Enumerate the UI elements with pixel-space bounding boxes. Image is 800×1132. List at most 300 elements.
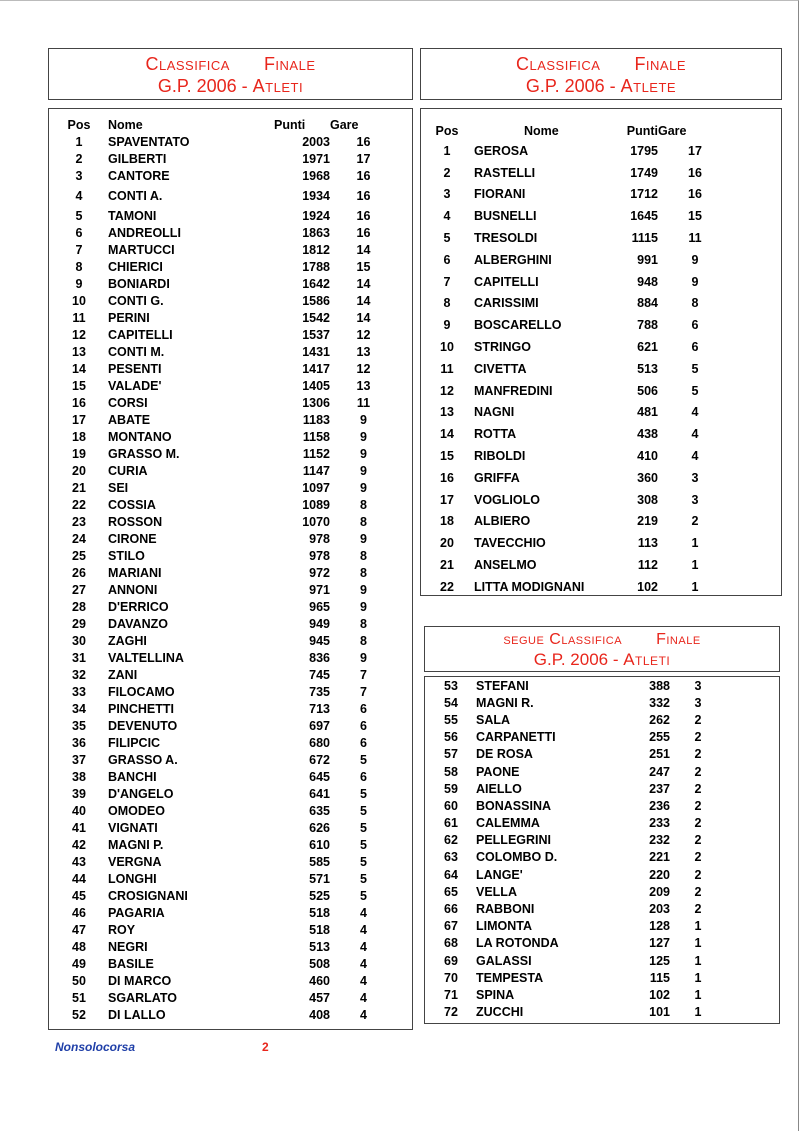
row-pos: 24 (72, 531, 86, 546)
table-row (62, 683, 397, 700)
row-pos: 9 (443, 318, 451, 333)
row-pos: 46 (72, 905, 86, 920)
row-nome: MONTANO (108, 429, 172, 444)
row-pos: 15 (440, 449, 454, 464)
row-pos: 22 (440, 579, 454, 594)
row-punti: 1924 (302, 208, 330, 223)
row-gare: 9 (360, 480, 367, 495)
row-gare: 5 (691, 361, 699, 376)
row-punti: 1642 (302, 276, 330, 291)
row-gare: 13 (356, 344, 371, 359)
row-pos: 44 (72, 871, 86, 886)
row-gare: 4 (360, 956, 367, 971)
table-row (436, 694, 726, 711)
row-nome: BOSCARELLO (474, 318, 562, 333)
men-title-line1: Classifica Finale (145, 54, 316, 74)
row-nome: CARISSIMI (474, 296, 539, 311)
row-pos: 20 (440, 536, 454, 551)
row-punti: 1542 (302, 310, 330, 325)
row-gare: 9 (360, 429, 367, 444)
row-gare: 8 (360, 633, 367, 648)
row-nome: ZANI (108, 667, 138, 682)
row-nome: TAMONI (108, 208, 157, 223)
row-nome: RABBONI (476, 902, 535, 917)
table-row (62, 632, 397, 649)
table-row (62, 530, 397, 547)
row-nome: SPINA (476, 987, 515, 1002)
row-gare: 11 (356, 395, 371, 410)
row-punti: 735 (309, 684, 330, 699)
row-gare: 9 (360, 531, 367, 546)
row-gare: 4 (360, 1007, 367, 1022)
row-punti: 1431 (302, 344, 330, 359)
row-gare: 16 (356, 188, 371, 203)
row-punti: 621 (637, 340, 658, 355)
row-nome: FILIPCIC (108, 735, 161, 750)
table-row (62, 836, 397, 853)
table-row (432, 140, 732, 162)
table-row (62, 734, 397, 751)
table-row (62, 955, 397, 972)
row-punti: 1405 (302, 378, 330, 393)
women-title-line1: Classifica Finale (515, 54, 687, 74)
row-punti: 972 (309, 565, 330, 580)
row-nome: BUSNELLI (474, 209, 537, 224)
row-pos: 57 (444, 747, 458, 762)
row-pos: 71 (444, 987, 458, 1002)
table-row (62, 581, 397, 598)
row-nome: CARPANETTI (476, 730, 556, 745)
row-punti: 518 (309, 922, 330, 937)
row-nome: RIBOLDI (474, 449, 526, 464)
row-pos: 48 (72, 939, 86, 954)
row-punti: 571 (309, 871, 330, 886)
row-punti: 1712 (630, 187, 658, 202)
row-pos: 11 (440, 361, 454, 376)
table-row (62, 598, 397, 615)
row-punti: 233 (649, 816, 670, 831)
row-punti: 672 (309, 752, 330, 767)
row-punti: 680 (309, 735, 330, 750)
row-nome: VOGLIOLO (474, 492, 540, 507)
row-pos: 31 (72, 650, 86, 665)
footer-brand: Nonsolocorsa (55, 1040, 136, 1054)
table-row (62, 133, 397, 150)
row-punti: 308 (637, 492, 658, 507)
row-punti: 513 (637, 361, 658, 376)
row-pos: 19 (72, 446, 86, 461)
row-gare: 2 (694, 902, 702, 917)
row-nome: CONTI A. (108, 188, 163, 203)
table-row (436, 815, 726, 832)
row-gare: 14 (356, 242, 371, 257)
table-row (62, 241, 397, 258)
row-gare: 4 (360, 990, 367, 1005)
row-nome: MANFREDINI (474, 383, 553, 398)
row-punti: 1645 (630, 209, 658, 224)
row-pos: 53 (444, 678, 458, 693)
row-punti: 518 (309, 905, 330, 920)
row-punti: 1934 (302, 188, 330, 203)
table-row (62, 1006, 397, 1023)
table-row (62, 564, 397, 581)
row-nome: ZAGHI (108, 633, 147, 648)
row-nome: STEFANI (476, 678, 529, 693)
row-nome: COSSIA (108, 497, 156, 512)
row-punti: 481 (637, 405, 658, 420)
row-nome: D'ANGELO (108, 786, 174, 801)
row-pos: 6 (75, 225, 83, 240)
row-punti: 457 (309, 990, 330, 1005)
row-pos: 26 (72, 565, 86, 580)
row-nome: D'ERRICO (108, 599, 169, 614)
table-row (62, 989, 397, 1006)
row-nome: ANSELMO (474, 558, 537, 573)
row-punti: 1097 (302, 480, 330, 495)
row-nome: CONTI G. (108, 293, 164, 308)
row-nome: TEMPESTA (476, 970, 544, 985)
row-punti: 991 (637, 252, 658, 267)
header-nome: Nome (524, 124, 559, 138)
row-pos: 12 (72, 327, 86, 342)
row-punti: 113 (637, 536, 658, 551)
table-row (62, 496, 397, 513)
table-row (436, 677, 726, 694)
row-nome: ANDREOLLI (108, 225, 181, 240)
table-row (62, 700, 397, 717)
row-nome: PINCHETTI (108, 701, 174, 716)
row-gare: 12 (356, 327, 371, 342)
row-nome: NEGRI (108, 939, 148, 954)
row-pos: 66 (444, 902, 458, 917)
row-pos: 1 (443, 143, 451, 158)
header-punti: Punti (274, 117, 306, 132)
row-pos: 45 (72, 888, 86, 903)
row-nome: VERGNA (108, 854, 162, 869)
header-nome: Nome (108, 117, 143, 132)
row-gare: 2 (694, 798, 702, 813)
row-gare: 17 (688, 143, 702, 158)
row-punti: 641 (309, 786, 330, 801)
table-row (62, 615, 397, 632)
table-row (436, 849, 726, 866)
table-row (62, 224, 397, 241)
table-row (62, 904, 397, 921)
row-pos: 5 (75, 208, 83, 223)
table-row (62, 258, 397, 275)
cont-title-line1: segue Classifica Finale (503, 631, 701, 648)
row-nome: SPAVENTATO (108, 134, 190, 149)
row-pos: 37 (72, 752, 86, 767)
row-nome: SGARLATO (108, 990, 177, 1005)
row-punti: 1417 (302, 361, 330, 376)
row-pos: 17 (440, 492, 454, 507)
row-nome: GALASSI (476, 953, 532, 968)
row-punti: 332 (649, 695, 670, 710)
women-title-line2: G.P. 2006 - Atlete (525, 76, 677, 96)
table-row (436, 952, 726, 969)
header-pos: Pos (435, 124, 459, 138)
row-punti: 102 (649, 987, 670, 1002)
row-pos: 27 (72, 582, 86, 597)
row-punti: 1089 (302, 497, 330, 512)
row-punti: 1152 (302, 446, 330, 461)
table-row (432, 380, 732, 402)
row-nome: CONTI M. (108, 344, 165, 359)
row-pos: 8 (75, 259, 83, 274)
row-punti: 101 (649, 1005, 670, 1020)
table-row (432, 532, 732, 554)
row-gare: 17 (356, 151, 371, 166)
row-pos: 9 (75, 276, 83, 291)
row-gare: 8 (360, 548, 367, 563)
row-gare: 6 (691, 318, 699, 333)
row-pos: 30 (72, 633, 86, 648)
row-gare: 1 (694, 953, 702, 968)
row-punti: 1070 (302, 514, 330, 529)
row-nome: SALA (476, 712, 511, 727)
table-row (436, 935, 726, 952)
row-nome: MAGNI P. (108, 837, 164, 852)
row-gare: 1 (694, 1005, 702, 1020)
row-pos: 4 (75, 188, 83, 203)
row-pos: 28 (72, 599, 86, 614)
men-continued-table (436, 677, 726, 1021)
table-row (432, 489, 732, 511)
row-nome: ROY (108, 922, 136, 937)
table-row (62, 292, 397, 309)
table-row (432, 336, 732, 358)
table-row (436, 866, 726, 883)
row-nome: FILOCAMO (108, 684, 175, 699)
row-pos: 47 (72, 922, 86, 937)
row-pos: 64 (444, 867, 458, 882)
row-nome: VALADE' (108, 378, 162, 393)
table-row (62, 360, 397, 377)
row-punti: 236 (649, 798, 670, 813)
row-pos: 21 (72, 480, 86, 495)
row-gare: 14 (356, 276, 371, 291)
table-row (432, 184, 732, 206)
row-gare: 5 (360, 803, 367, 818)
table-row (436, 969, 726, 986)
table-row (62, 870, 397, 887)
row-pos: 65 (444, 884, 458, 899)
row-gare: 6 (360, 701, 367, 716)
row-pos: 13 (72, 344, 86, 359)
row-pos: 21 (440, 558, 454, 573)
table-row (436, 746, 726, 763)
table-row (62, 377, 397, 394)
row-pos: 1 (75, 134, 83, 149)
row-nome: RASTELLI (474, 165, 536, 180)
table-row (62, 343, 397, 360)
row-punti: 127 (649, 936, 670, 951)
row-gare: 15 (356, 259, 371, 274)
row-punti: 1863 (302, 225, 330, 240)
row-gare: 2 (694, 850, 702, 865)
row-punti: 1586 (302, 293, 330, 308)
row-gare: 4 (360, 922, 367, 937)
row-nome: NAGNI (474, 405, 515, 420)
row-punti: 1812 (302, 242, 330, 257)
row-pos: 14 (440, 427, 454, 442)
row-gare: 14 (356, 310, 371, 325)
row-pos: 29 (72, 616, 86, 631)
row-nome: PAONE (476, 764, 520, 779)
cont-title-box (424, 626, 780, 672)
row-pos: 7 (75, 242, 83, 257)
table-row (436, 832, 726, 849)
row-gare: 8 (691, 296, 699, 311)
table-row (62, 751, 397, 768)
row-gare: 9 (691, 274, 699, 289)
table-row (432, 423, 732, 445)
row-nome: TAVECCHIO (474, 536, 546, 551)
row-punti: 949 (309, 616, 330, 631)
table-row (432, 511, 732, 533)
row-pos: 40 (72, 803, 86, 818)
row-pos: 11 (72, 310, 86, 325)
row-gare: 4 (360, 905, 367, 920)
row-pos: 69 (444, 953, 458, 968)
row-nome: LONGHI (108, 871, 157, 886)
row-pos: 55 (444, 712, 458, 727)
row-gare: 13 (356, 378, 371, 393)
row-nome: GRASSO M. (108, 446, 180, 461)
row-punti: 506 (637, 383, 658, 398)
row-nome: TRESOLDI (474, 231, 538, 246)
row-punti: 1158 (302, 429, 330, 444)
table-row (432, 467, 732, 489)
row-pos: 3 (75, 168, 83, 183)
row-punti: 251 (649, 747, 670, 762)
row-pos: 17 (72, 412, 86, 427)
table-row (62, 207, 397, 224)
row-gare: 4 (691, 449, 699, 464)
row-gare: 16 (688, 165, 702, 180)
row-nome: CANTORE (108, 168, 170, 183)
row-pos: 16 (440, 470, 454, 485)
row-pos: 58 (444, 764, 458, 779)
row-nome: GRASSO A. (108, 752, 178, 767)
row-nome: PELLEGRINI (476, 833, 552, 848)
row-punti: 1147 (302, 463, 330, 478)
row-punti: 697 (309, 718, 330, 733)
row-nome: DI LALLO (108, 1007, 166, 1022)
row-pos: 70 (444, 970, 458, 985)
row-gare: 2 (694, 730, 702, 745)
row-nome: DAVANZO (108, 616, 168, 631)
row-punti: 209 (649, 884, 670, 899)
row-pos: 8 (443, 296, 451, 311)
row-pos: 18 (72, 429, 86, 444)
row-punti: 125 (649, 953, 670, 968)
row-nome: DEVENUTO (108, 718, 178, 733)
row-pos: 18 (440, 514, 454, 529)
table-row (62, 547, 397, 564)
row-pos: 42 (72, 837, 86, 852)
row-punti: 203 (649, 902, 670, 917)
row-pos: 15 (72, 378, 86, 393)
row-gare: 6 (691, 340, 699, 355)
row-pos: 4 (443, 209, 451, 224)
table-row (432, 249, 732, 271)
row-gare: 9 (360, 463, 367, 478)
row-pos: 49 (72, 956, 86, 971)
row-gare: 12 (356, 361, 371, 376)
table-row (62, 150, 397, 167)
row-gare: 9 (360, 582, 367, 597)
row-gare: 11 (688, 231, 702, 246)
row-punti: 388 (649, 678, 670, 693)
row-punti: 460 (309, 973, 330, 988)
row-punti: 112 (637, 558, 658, 573)
row-pos: 41 (72, 820, 86, 835)
row-gare: 3 (691, 492, 699, 507)
row-pos: 62 (444, 833, 458, 848)
row-gare: 3 (694, 695, 702, 710)
row-gare: 1 (694, 987, 702, 1002)
table-row (436, 797, 726, 814)
row-gare: 7 (360, 684, 367, 699)
table-row (436, 986, 726, 1003)
row-pos: 54 (444, 695, 458, 710)
table-row (62, 785, 397, 802)
row-pos: 61 (444, 816, 458, 831)
row-nome: ALBIERO (474, 514, 531, 529)
row-gare: 5 (360, 752, 367, 767)
table-row (62, 326, 397, 343)
row-punti: 232 (649, 833, 670, 848)
row-nome: PERINI (108, 310, 150, 325)
row-pos: 72 (444, 1005, 458, 1020)
row-punti: 408 (309, 1007, 330, 1022)
table-row (62, 666, 397, 683)
row-pos: 13 (440, 405, 454, 420)
row-punti: 1115 (631, 231, 658, 246)
row-gare: 9 (360, 412, 367, 427)
row-gare: 7 (360, 667, 367, 682)
row-gare: 4 (360, 973, 367, 988)
row-punti: 945 (309, 633, 330, 648)
row-punti: 1971 (302, 151, 330, 166)
row-gare: 2 (694, 867, 702, 882)
row-nome: ROSSON (108, 514, 163, 529)
row-pos: 10 (440, 340, 454, 355)
row-nome: SEI (108, 480, 129, 495)
table-row (62, 275, 397, 292)
row-nome: LIMONTA (476, 919, 533, 934)
row-nome: CALEMMA (476, 816, 540, 831)
row-pos: 51 (72, 990, 86, 1005)
row-nome: COLOMBO D. (476, 850, 558, 865)
row-pos: 60 (444, 798, 458, 813)
row-punti: 237 (649, 781, 670, 796)
row-gare: 16 (356, 225, 371, 240)
row-pos: 10 (72, 293, 86, 308)
row-punti: 713 (309, 701, 330, 716)
row-gare: 1 (694, 919, 702, 934)
row-pos: 34 (72, 701, 86, 716)
row-punti: 965 (309, 599, 330, 614)
row-pos: 32 (72, 667, 86, 682)
row-punti: 1537 (302, 327, 330, 342)
table-row (62, 445, 397, 462)
row-gare: 9 (360, 650, 367, 665)
row-nome: OMODEO (108, 803, 165, 818)
row-pos: 43 (72, 854, 86, 869)
